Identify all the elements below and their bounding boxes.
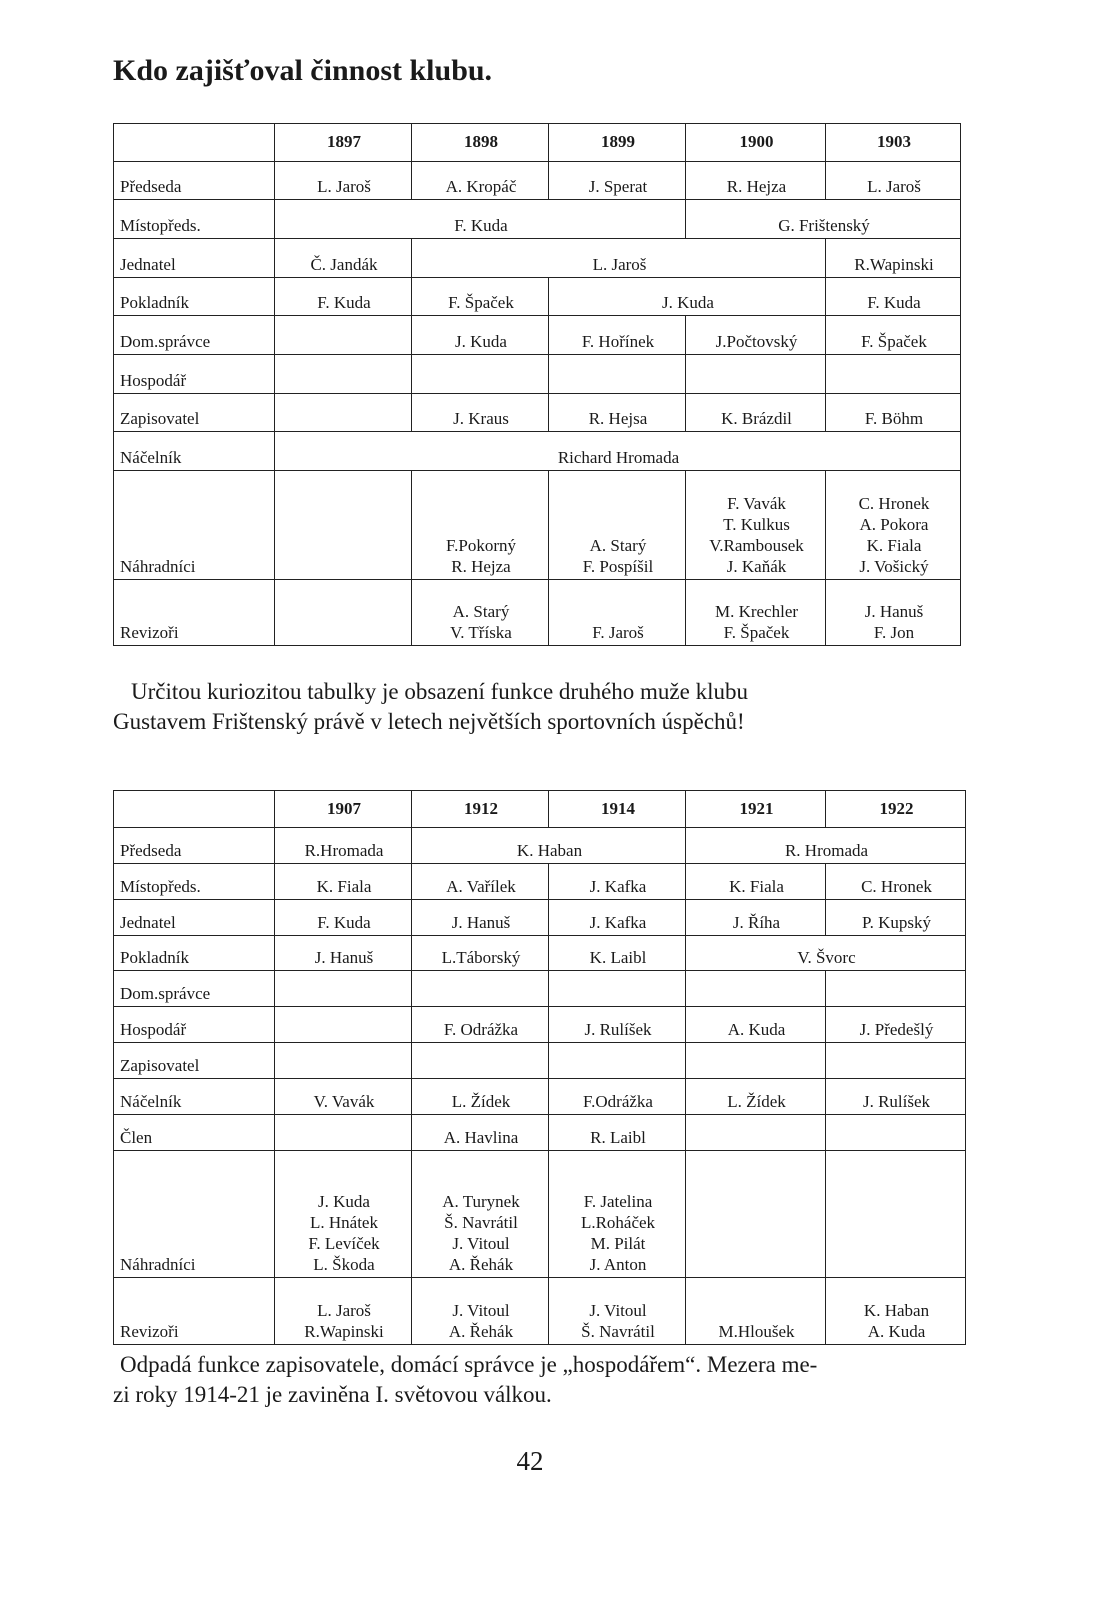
table-cell [686, 1115, 826, 1151]
row-label: Jednatel [114, 900, 275, 936]
name-line: L. Škoda [313, 1255, 375, 1274]
row-label: Hospodář [114, 355, 275, 394]
year-header: 1897 [275, 124, 412, 162]
year-header: 1899 [549, 124, 686, 162]
row-label: Náčelník [114, 432, 275, 471]
table-cell [275, 1115, 412, 1151]
name-line: J. Kuda [318, 1192, 370, 1211]
table-cell: K. Haban [412, 828, 686, 864]
row-label: Revizoři [114, 580, 275, 646]
table-row [114, 278, 961, 316]
name-line: L. Jaroš [317, 1301, 371, 1320]
table-cell [275, 1043, 412, 1079]
table-cell [275, 1278, 412, 1345]
row-label: Náhradníci [114, 1151, 275, 1278]
name-line: F. Vavák [727, 494, 786, 513]
table-cell: J. Hanuš [275, 936, 412, 971]
table-cell: R. Hejsa [549, 394, 686, 432]
table-cell: F. Špaček [412, 278, 549, 316]
row-label: Pokladník [114, 936, 275, 971]
table-cell: J. Rulíšek [826, 1079, 966, 1115]
table-row [114, 162, 961, 200]
year-header: 1914 [549, 791, 686, 828]
table-cell: J. Rulíšek [549, 1007, 686, 1043]
table-header-row [114, 124, 961, 162]
table-cell: J. Kraus [412, 394, 549, 432]
table-cell: J. Kafka [549, 900, 686, 936]
table-cell: L. Jaroš [275, 162, 412, 200]
name-line: M. Krechler [714, 602, 799, 621]
table-cell: V. Švorc [686, 936, 966, 971]
row-label: Náhradníci [114, 471, 275, 580]
table-cell [412, 580, 549, 646]
name-line: F.Pokorný [446, 536, 516, 555]
table-cell: F. Kuda [275, 200, 686, 239]
paragraph-line: Určitou kuriozitou tabulky je obsazení funkce druhého muže klubu [131, 679, 748, 704]
name-line: J. Anton [589, 1255, 647, 1274]
table-cell: F. Odrážka [412, 1007, 549, 1043]
table-cell: J. Kuda [412, 316, 549, 355]
table-row [114, 316, 961, 355]
name-line: J. Vitoul [452, 1301, 510, 1320]
table-cell: L. Žídek [686, 1079, 826, 1115]
table-cell: J.Počtovský [686, 316, 826, 355]
name-line: A. Turynek [442, 1192, 520, 1211]
year-header: 1921 [686, 791, 826, 828]
row-label: Místopředs. [114, 200, 275, 239]
table-cell: R. Hromada [686, 828, 966, 864]
name-line: F. Jatelina [583, 1192, 653, 1211]
name-line: J. Kaňák [726, 557, 787, 576]
table-cell [412, 471, 549, 580]
year-header: 1900 [686, 124, 826, 162]
name-line: J. Vitoul [589, 1301, 647, 1320]
name-line: Š. Navrátil [444, 1213, 518, 1232]
table-cell: P. Kupský [826, 900, 966, 936]
name-line: K. Haban [863, 1301, 930, 1320]
table-cell [412, 1278, 549, 1345]
table-cell: J. Říha [686, 900, 826, 936]
table-row [114, 1278, 966, 1345]
table-cell: K. Fiala [686, 864, 826, 900]
table-cell: F. Špaček [826, 316, 961, 355]
table-cell: R.Hromada [275, 828, 412, 864]
table-cell: V. Vavák [275, 1079, 412, 1115]
row-label: Revizoři [114, 1278, 275, 1345]
officers-table-1897-1903 [113, 123, 961, 646]
page-number: 42 [516, 1446, 544, 1476]
name-line: C. Hronek [858, 494, 930, 513]
table-cell [826, 471, 961, 580]
row-label: Místopředs. [114, 864, 275, 900]
row-label: Dom.správce [114, 971, 275, 1007]
table-header-row [114, 791, 966, 828]
table-cell [826, 971, 966, 1007]
table-cell: J. Sperat [549, 162, 686, 200]
name-line: R. Hejza [451, 557, 511, 576]
paragraph-note-1 [113, 677, 933, 737]
row-label: Zapisovatel [114, 1043, 275, 1079]
table-row [114, 432, 961, 471]
paragraph-line: zi roky 1914-21 je zaviněna I. světovou válkou. [113, 1382, 552, 1407]
table-cell: J. Hanuš [412, 900, 549, 936]
name-line: A. Starý [589, 536, 647, 555]
year-header: 1898 [412, 124, 549, 162]
table-cell [686, 355, 826, 394]
table-cell [549, 580, 686, 646]
table-cell: K. Laibl [549, 936, 686, 971]
name-line: J. Vošický [859, 557, 929, 576]
header-corner-cell [114, 124, 275, 162]
table-cell: K. Brázdil [686, 394, 826, 432]
table-cell: F. Kuda [275, 900, 412, 936]
table-cell [412, 1151, 549, 1278]
row-label: Dom.správce [114, 316, 275, 355]
table-cell: F. Kuda [275, 278, 412, 316]
table-cell: J. Kuda [549, 278, 826, 316]
name-line: M. Pilát [590, 1234, 646, 1253]
table-cell [275, 394, 412, 432]
year-header: 1907 [275, 791, 412, 828]
table-cell [275, 1007, 412, 1043]
table-cell [275, 971, 412, 1007]
row-label: Člen [114, 1115, 275, 1151]
table-cell: R.Wapinski [826, 239, 961, 278]
table-row [114, 864, 966, 900]
name-line: K. Fiala [866, 536, 922, 555]
table-cell [275, 355, 412, 394]
table-cell [412, 1043, 549, 1079]
table-cell [275, 316, 412, 355]
name-line: R.Wapinski [304, 1322, 384, 1341]
row-label: Předseda [114, 828, 275, 864]
table-cell [549, 355, 686, 394]
table-cell [826, 1278, 966, 1345]
table-cell [686, 1043, 826, 1079]
table-cell [686, 1151, 826, 1278]
table-cell: L.Táborský [412, 936, 549, 971]
table-cell [275, 580, 412, 646]
table-cell: K. Fiala [275, 864, 412, 900]
table-row [114, 200, 961, 239]
table-cell [826, 355, 961, 394]
name-line: M.Hloušek [718, 1322, 795, 1341]
name-line: Š. Navrátil [581, 1322, 655, 1341]
paragraph-line: Odpadá funkce zapisovatele, domácí správce je „hospodářem“. Mezera me- [120, 1352, 818, 1377]
table-row [114, 936, 966, 971]
table-row [114, 1043, 966, 1079]
table-row [114, 1079, 966, 1115]
table-row [114, 1007, 966, 1043]
table-cell: A. Vařílek [412, 864, 549, 900]
table-row [114, 471, 961, 580]
name-line: L. Hnátek [310, 1213, 378, 1232]
table-row [114, 394, 961, 432]
name-line: A. Pokora [859, 515, 929, 534]
table-row [114, 971, 966, 1007]
table-cell: F. Hořínek [549, 316, 686, 355]
table-cell [826, 1151, 966, 1278]
table-cell: J. Kafka [549, 864, 686, 900]
table-cell [826, 1115, 966, 1151]
table-cell: R. Laibl [549, 1115, 686, 1151]
table-cell [686, 971, 826, 1007]
table-cell: Richard Hromada [275, 432, 961, 471]
table-row [114, 1115, 966, 1151]
table-cell [549, 1278, 686, 1345]
year-header: 1903 [826, 124, 961, 162]
table-cell: L. Jaroš [412, 239, 826, 278]
table-row [114, 900, 966, 936]
table-cell [275, 471, 412, 580]
name-line: J. Hanuš [864, 602, 924, 621]
table-cell [275, 1151, 412, 1278]
table-cell: A. Havlina [412, 1115, 549, 1151]
paragraph-line: Gustavem Frištenský právě v letech největších sportovních úspěchů! [113, 709, 745, 734]
table-cell: J. Předešlý [826, 1007, 966, 1043]
name-line: A. Řehák [448, 1255, 514, 1274]
row-label: Zapisovatel [114, 394, 275, 432]
row-label: Předseda [114, 162, 275, 200]
table-row [114, 580, 961, 646]
table-cell: L. Žídek [412, 1079, 549, 1115]
table-cell [686, 580, 826, 646]
table-row [114, 1151, 966, 1278]
table-row [114, 828, 966, 864]
table-cell: G. Frištenský [686, 200, 961, 239]
table-cell: C. Hronek [826, 864, 966, 900]
table-cell: F.Odrážka [549, 1079, 686, 1115]
name-line: F. Jon [873, 623, 915, 642]
table-cell: F. Böhm [826, 394, 961, 432]
table-cell [826, 580, 961, 646]
name-line: A. Kuda [867, 1322, 926, 1341]
header-corner-cell [114, 791, 275, 828]
name-line: A. Řehák [448, 1322, 514, 1341]
table-cell [412, 971, 549, 1007]
name-line: F. Špaček [723, 623, 790, 642]
row-label: Hospodář [114, 1007, 275, 1043]
table-cell [686, 471, 826, 580]
name-line: F. Jaroš [592, 623, 644, 642]
name-line: L.Roháček [580, 1213, 656, 1232]
table-cell: Č. Jandák [275, 239, 412, 278]
year-header: 1922 [826, 791, 966, 828]
name-line: V. Tříska [450, 623, 512, 642]
row-label: Náčelník [114, 1079, 275, 1115]
paragraph-note-2 [113, 1350, 963, 1410]
name-line: J. Vitoul [452, 1234, 510, 1253]
year-header: 1912 [412, 791, 549, 828]
table-cell [826, 1043, 966, 1079]
table-cell: R. Hejza [686, 162, 826, 200]
table-cell [549, 1151, 686, 1278]
name-line: V.Rambousek [709, 536, 804, 555]
table-cell: F. Kuda [826, 278, 961, 316]
table-cell: L. Jaroš [826, 162, 961, 200]
table-cell [549, 471, 686, 580]
name-line: A. Starý [452, 602, 510, 621]
page-title: Kdo zajišťoval činnost klubu. [113, 54, 493, 87]
name-line: T. Kulkus [723, 515, 790, 534]
table-row [114, 355, 961, 394]
table-cell [549, 1043, 686, 1079]
name-line: F. Pospíšil [582, 557, 654, 576]
row-label: Pokladník [114, 278, 275, 316]
table-cell [412, 355, 549, 394]
row-label: Jednatel [114, 239, 275, 278]
table-cell: A. Kuda [686, 1007, 826, 1043]
table-cell [549, 971, 686, 1007]
table-cell: A. Kropáč [412, 162, 549, 200]
officers-table-1907-1922 [113, 790, 966, 1345]
table-row [114, 239, 961, 278]
table-cell [686, 1278, 826, 1345]
name-line: F. Levíček [308, 1234, 380, 1253]
